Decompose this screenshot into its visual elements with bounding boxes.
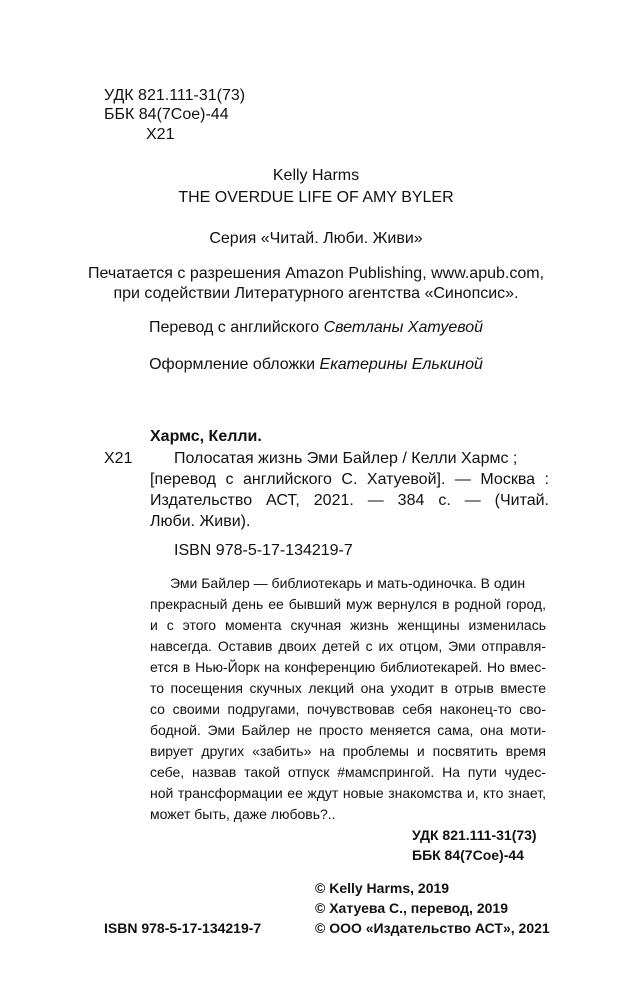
- cover-credit: [0, 356, 632, 374]
- translation-prefix: Перевод с английского: [148, 319, 320, 336]
- translation-credit: [0, 319, 632, 337]
- translator-name: Светланы Хатуевой: [323, 319, 484, 336]
- copyright-line: © Kelly Harms, 2019: [315, 880, 450, 896]
- annotation-line: и с этого момента скучная жизнь женщины изменилась: [150, 617, 546, 633]
- cover-designer-name: Екатерины Елькиной: [319, 356, 483, 373]
- annotation-line: со своими подругами, почувствовав себя наконец-то сво-: [150, 701, 546, 717]
- original-author: Kelly Harms: [272, 167, 360, 184]
- annotation-line: бодной. Эми Байлер не просто меняется сама, она моти-: [150, 722, 546, 738]
- catalog-description-line: Издательство АСТ, 2021. — 384 с. — (Читай.: [150, 492, 549, 509]
- annotation-line: Эми Байлер — библиотекарь и мать-одиночка. В один: [170, 575, 526, 591]
- annotation-line: вирует других «забить» на проблемы и посвятить время: [150, 743, 546, 759]
- permission-line-1: Печатается с разрешения Amazon Publishing, www.apub.com,: [87, 265, 545, 282]
- annotation-line: навсегда. Оставив двоих детей с их отцом, Эми отправля-: [150, 638, 546, 654]
- catalog-description-line: Полосатая жизнь Эми Байлер / Келли Хармс ;: [174, 450, 518, 467]
- catalog-mark: Х21: [104, 450, 133, 467]
- annotation-line: то посещения скучных лекций она уходит в отрыв вместе: [150, 680, 546, 696]
- annotation-line: себе, назвав такой отпуск #мамспрингой. На пути чудес-: [150, 764, 546, 780]
- author-mark: Х21: [146, 126, 175, 143]
- series-name: Серия «Читай. Люби. Живи»: [209, 230, 423, 247]
- udk-code: УДК 821.111-31(73): [104, 87, 246, 104]
- annotation-line: может быть, даже любовь?..: [150, 806, 336, 822]
- annotation-udk: УДК 821.111-31(73): [412, 827, 537, 843]
- annotation-line: прекрасный день ее бывший муж вернулся в родной город,: [150, 596, 546, 612]
- catalog-description-line: [перевод с английского С. Хатуевой]. — Москва :: [150, 471, 549, 488]
- annotation-line: ется в Нью-Йорк на конференцию библиотекарей. Но вмес-: [150, 659, 546, 675]
- catalog-description-line: Люби. Живи).: [150, 513, 251, 530]
- original-title: THE OVERDUE LIFE OF AMY BYLER: [178, 189, 454, 206]
- catalog-author-heading: Хармс, Келли.: [150, 428, 262, 445]
- annotation-line: ной трансформации ее ждут новые знакомства и, кто знает,: [150, 785, 546, 801]
- annotation-bbk: ББК 84(7Сое)-44: [412, 847, 524, 863]
- catalog-isbn: ISBN 978-5-17-134219-7: [174, 542, 353, 559]
- cover-prefix: Оформление обложки: [149, 356, 316, 373]
- bbk-code: ББК 84(7Сое)-44: [104, 106, 229, 123]
- permission-line-2: при содействии Литературного агентства «Синопсис».: [113, 285, 519, 302]
- copyright-line: © ООО «Издательство АСТ», 2021: [315, 920, 550, 936]
- footer-isbn: ISBN 978-5-17-134219-7: [104, 920, 262, 936]
- copyright-line: © Хатуева С., перевод, 2019: [315, 900, 508, 916]
